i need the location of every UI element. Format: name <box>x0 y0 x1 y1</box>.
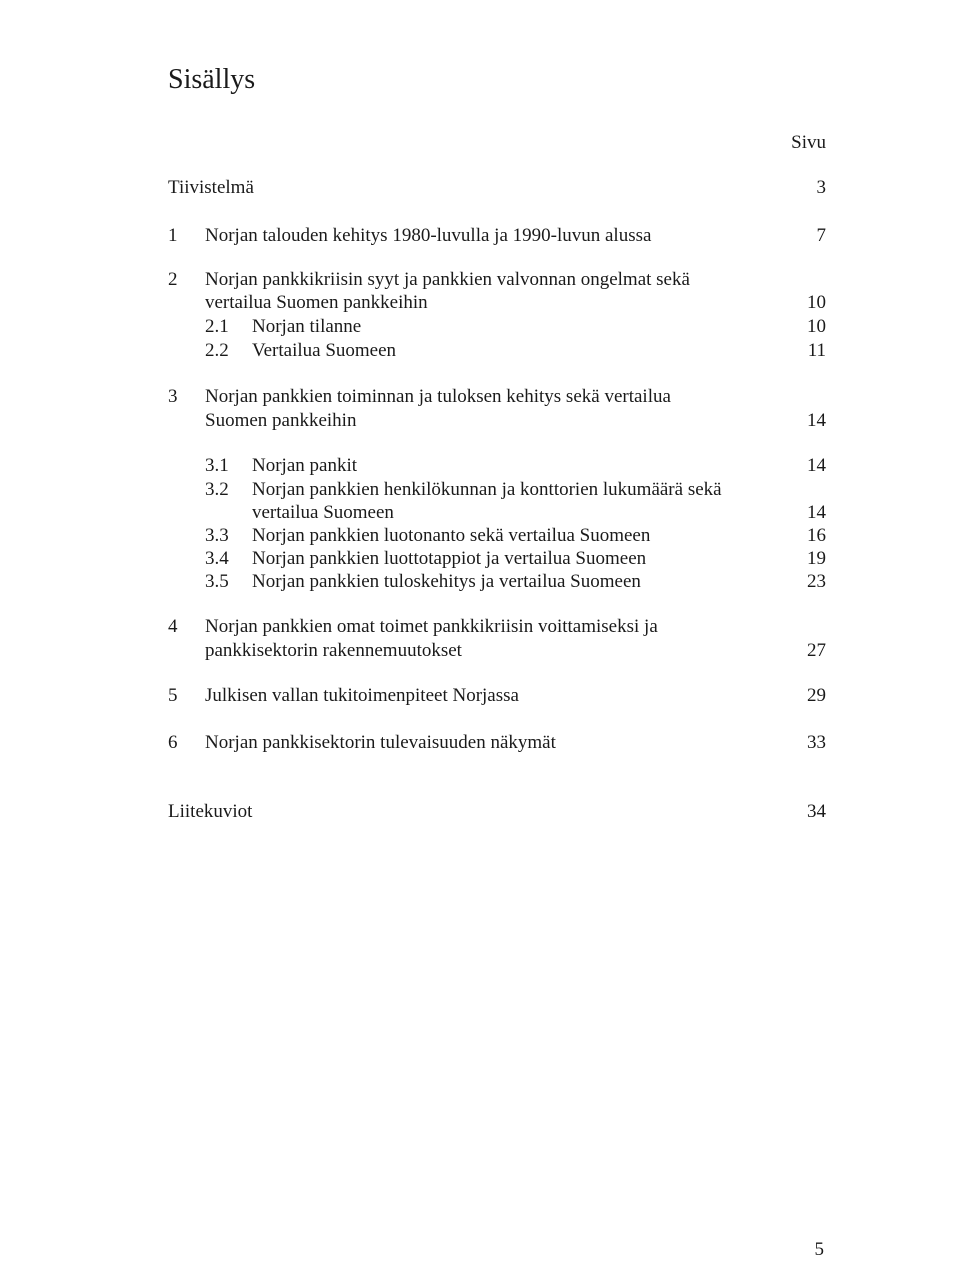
toc-entry-text: Norjan pankit <box>252 455 358 476</box>
toc-entry-page: 10 <box>807 316 826 337</box>
toc-entry-chapter-4-cont <box>168 639 826 663</box>
toc-entry-chapter-1 <box>168 224 826 248</box>
toc-entry-page: 14 <box>807 455 826 476</box>
toc-entry-chapter-4 <box>168 615 826 639</box>
toc-entry-number: 2.2 <box>205 340 229 361</box>
footer-page-number: 5 <box>814 1239 824 1260</box>
toc-entry-chapter-3-cont <box>168 409 826 433</box>
toc-entry-text: vertailua Suomen pankkeihin <box>205 292 428 313</box>
toc-entry-section-3-2 <box>168 478 826 502</box>
toc-entry-page: 14 <box>807 410 826 431</box>
toc-entry-page: 29 <box>807 685 826 706</box>
toc-entry-page: 7 <box>816 225 826 246</box>
toc-entry-page: 33 <box>807 732 826 753</box>
toc-entry-text: Norjan pankkien tuloskehitys ja vertailua Suomeen <box>252 571 641 592</box>
toc-entry-text: Norjan pankkisektorin tulevaisuuden näkymät <box>205 732 556 753</box>
toc-entry-chapter-2 <box>168 268 826 292</box>
toc-entry-text: Norjan pankkien luottotappiot ja vertailua Suomeen <box>252 548 647 569</box>
toc-entry-liitekuviot <box>168 800 826 824</box>
toc-entry-text: pankkisektorin rakennemuutokset <box>205 640 462 661</box>
toc-entry-text: Suomen pankkeihin <box>205 410 357 431</box>
toc-entry-number: 4 <box>168 616 178 637</box>
toc-entry-text: Liitekuviot <box>168 801 253 822</box>
toc-entry-tiivistelma <box>168 176 826 200</box>
toc-entry-number: 2 <box>168 269 178 290</box>
page-title: Sisällys <box>168 64 256 95</box>
toc-entry-text: Norjan talouden kehitys 1980-luvulla ja 1990-luvun alussa <box>205 225 652 246</box>
toc-entry-page: 19 <box>807 548 826 569</box>
toc-entry-text: Norjan tilanne <box>252 316 362 337</box>
toc-entry-text: Norjan pankkien henkilökunnan ja konttorien lukumäärä sekä <box>252 479 722 500</box>
toc-entry-section-3-2-cont <box>168 501 826 525</box>
toc-entry-page: 27 <box>807 640 826 661</box>
toc-entry-page: 11 <box>807 340 826 361</box>
toc-entry-number: 3.3 <box>205 525 229 546</box>
toc-entry-text: Tiivistelmä <box>168 177 254 198</box>
toc-entry-text: Norjan pankkikriisin syyt ja pankkien valvonnan ongelmat sekä <box>205 269 690 290</box>
toc-entry-number: 1 <box>168 225 178 246</box>
toc-entry-number: 3.5 <box>205 571 229 592</box>
toc-entry-page: 10 <box>807 292 826 313</box>
toc-entry-chapter-5 <box>168 684 826 708</box>
toc-entry-section-3-5 <box>168 570 826 594</box>
toc-entry-page: 14 <box>807 502 826 523</box>
toc-entry-chapter-3 <box>168 385 826 409</box>
toc-entry-text: Norjan pankkien omat toimet pankkikriisin voittamiseksi ja <box>205 616 658 637</box>
toc-entry-text: Julkisen vallan tukitoimenpiteet Norjassa <box>205 685 519 706</box>
toc-entry-section-3-3 <box>168 524 826 548</box>
toc-entry-section-3-4 <box>168 547 826 571</box>
toc-entry-text: Norjan pankkien toiminnan ja tuloksen kehitys sekä vertailua <box>205 386 671 407</box>
toc-entry-page: 3 <box>816 177 826 198</box>
toc-entry-text: vertailua Suomeen <box>252 502 394 523</box>
page-column-header: Sivu <box>791 132 826 153</box>
toc-entry-section-2-2 <box>168 339 826 363</box>
toc-entry-number: 2.1 <box>205 316 229 337</box>
toc-entry-number: 3.1 <box>205 455 229 476</box>
toc-entry-chapter-2-cont <box>168 291 826 315</box>
toc-entry-chapter-6 <box>168 731 826 755</box>
toc-entry-number: 6 <box>168 732 178 753</box>
toc-entry-text: Vertailua Suomeen <box>252 340 397 361</box>
toc-entry-page: 16 <box>807 525 826 546</box>
toc-entry-text: Norjan pankkien luotonanto sekä vertailua Suomeen <box>252 525 651 546</box>
toc-entry-section-2-1 <box>168 315 826 339</box>
toc-entry-number: 3 <box>168 386 178 407</box>
toc-entry-number: 5 <box>168 685 178 706</box>
toc-entry-page: 23 <box>807 571 826 592</box>
toc-entry-section-3-1 <box>168 454 826 478</box>
toc-entry-number: 3.4 <box>205 548 229 569</box>
toc-entry-page: 34 <box>807 801 826 822</box>
toc-entry-number: 3.2 <box>205 479 229 500</box>
